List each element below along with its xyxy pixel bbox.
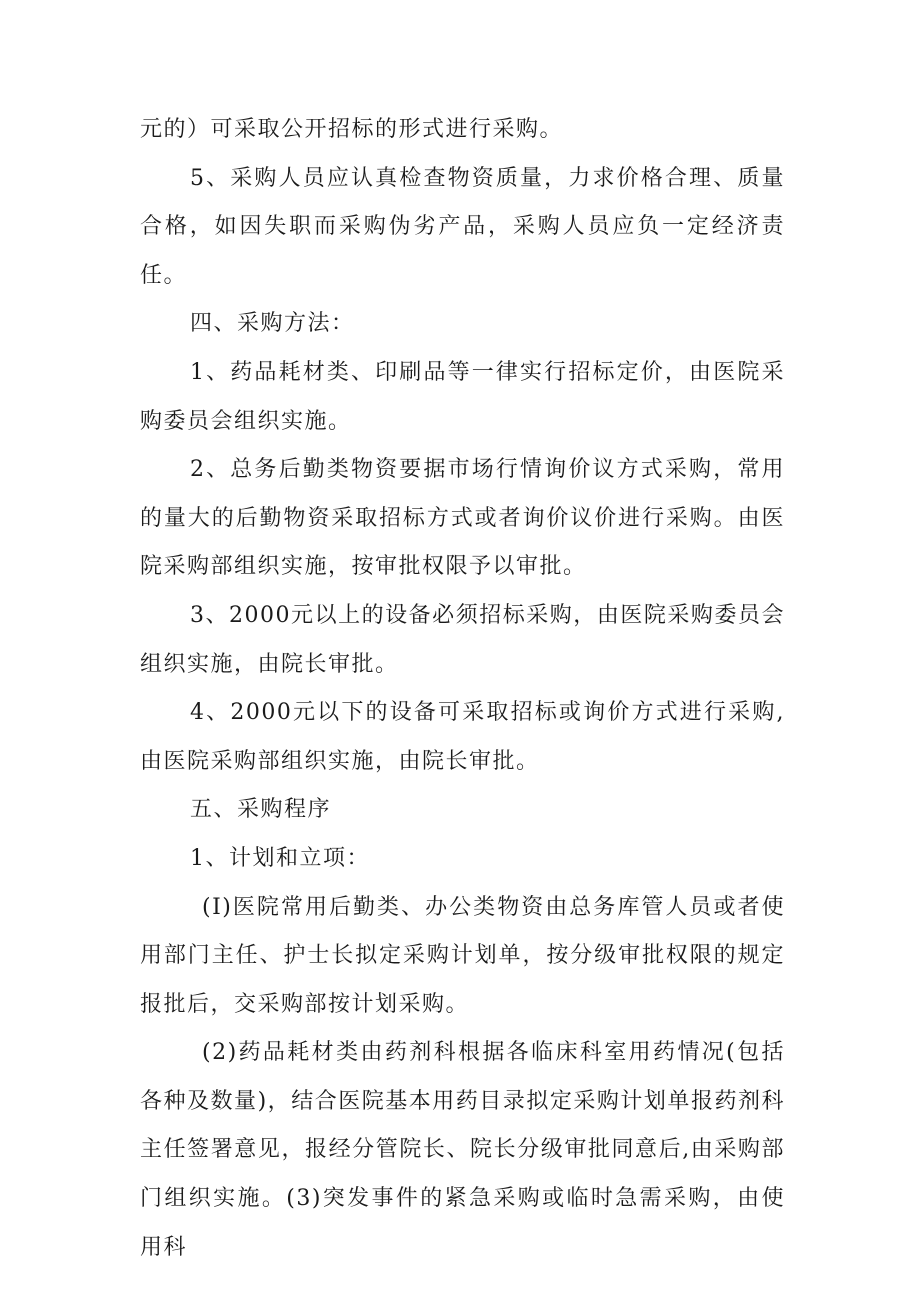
paragraph-procedure-1: (I)医院常用后勤类、办公类物资由总务库管人员或者使用部门主任、护士长拟定采购计划单，按分级审批权限的规定报批后，交采购部按计划采购。 xyxy=(140,894,785,1017)
document-body xyxy=(140,106,785,1272)
paragraph-item-5-quality: 5、采购人员应认真检查物资质量，力求价格合理、质量合格，如因失职而采购伪劣产品，采购人员应负一定经济责任。 xyxy=(140,165,785,288)
paragraph-method-1: 1、药品耗材类、印刷品等一律实行招标定价，由医院采购委员会组织实施。 xyxy=(140,359,785,434)
paragraph-continuation: 元的）可采取公开招标的形式进行采购。 xyxy=(140,117,564,142)
paragraph-method-4: 4、2000元以下的设备可采取招标或询价方式进行采购,由医院采购部组织实施，由院长审批。 xyxy=(140,700,785,774)
paragraph-method-3: 3、2000元以上的设备必须招标采购，由医院采购委员会组织实施，由院长审批。 xyxy=(140,602,785,677)
section-heading-purchase-procedure: 五、采购程序 xyxy=(190,797,332,823)
paragraph-method-2: 2、总务后勤类物资要据市场行情询价议方式采购，常用的量大的后勤物资采取招标方式或者询价议价进行采购。由医院采购部组织实施，按审批权限予以审批。 xyxy=(140,457,785,580)
subheading-plan-and-project: 1、计划和立项： xyxy=(190,845,370,871)
paragraph-procedure-2: (2)药品耗材类由药剂科根据各临床科室用药情况(包括各种及数量)，结合医院基本用药目录拟定采购计划单报药剂科主任签署意见，报经分管院长、院长分级审批同意后,由采购部门组织实施。(3)突发事件的紧急采购或临时急需采购，由使用科 xyxy=(140,1040,785,1260)
section-heading-purchase-methods: 四、采购方法： xyxy=(190,311,355,337)
